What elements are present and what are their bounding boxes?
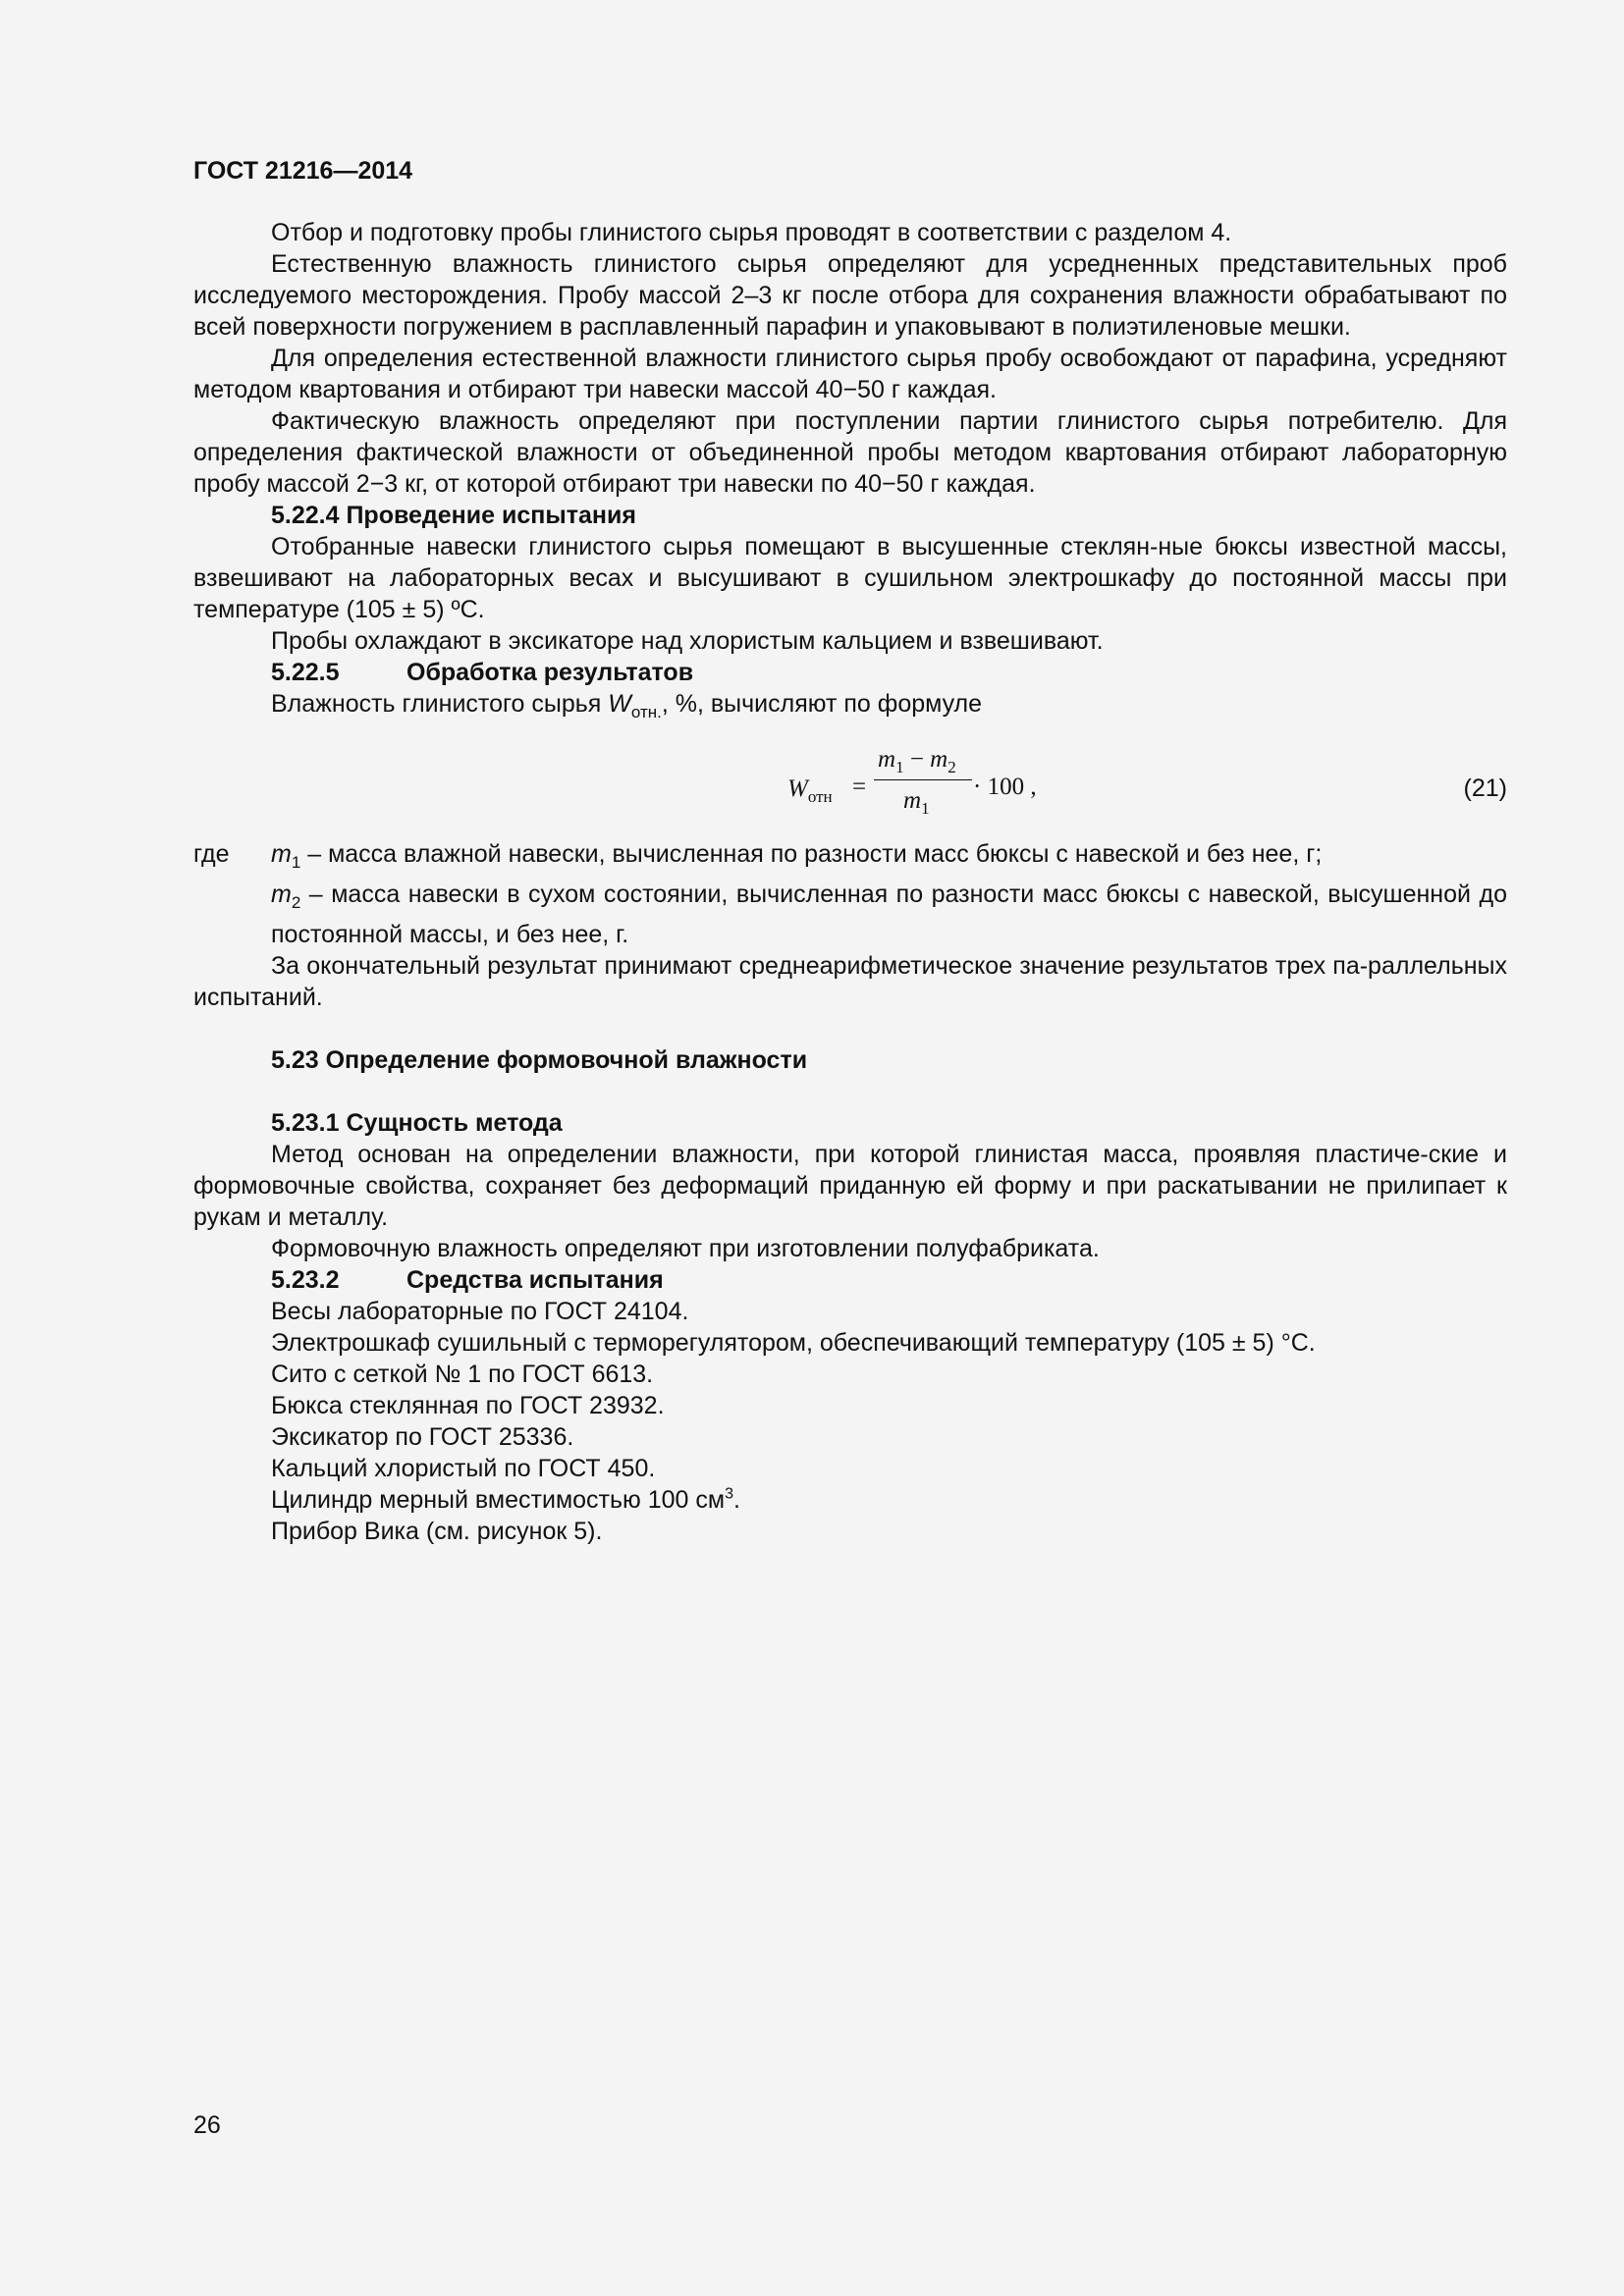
formula-multiplier: · 100 , (973, 774, 1037, 800)
paragraph: Для определения естественной влажности глинистого сырья пробу освобождают от парафина, усредняют методом квартования и отбирают три навески массой 40−50 г каждая. (193, 345, 1507, 403)
numerator-m2-sub: 2 (947, 758, 956, 776)
where-clause (193, 838, 1507, 879)
symbol-letter: W (608, 690, 631, 718)
text-run: Цилиндр мерный вместимостью 100 см (271, 1486, 726, 1514)
document-header: ГОСТ 21216—2014 (193, 157, 413, 185)
paragraph: Формовочную влажность определяют при изготовлении полуфабриката. (271, 1235, 1100, 1262)
subsection-heading (193, 657, 1507, 688)
formula-denominator (903, 785, 930, 825)
text-run: Влажность глинистого сырья (271, 690, 609, 718)
formula-lhs (787, 774, 833, 813)
symbol-subscript: отн. (630, 703, 662, 721)
subsection-heading: 5.23.1 Сущность метода (271, 1109, 563, 1137)
page-number: 26 (193, 2111, 221, 2139)
list-item: Электрошкаф сушильный с терморегулятором, обеспечивающий температуру (105 ± 5) °С. (271, 1329, 1316, 1357)
symbol-m2 (271, 881, 301, 912)
numerator-minus: − (903, 746, 931, 773)
formula (787, 744, 1082, 838)
text-run: , %, вычисляют по формуле (661, 690, 983, 718)
list-item: Кальций хлористый по ГОСТ 450. (271, 1455, 656, 1482)
symbol-letter: m (271, 881, 292, 908)
subsection-heading (193, 1264, 1507, 1296)
formula-lhs-symbol: W (787, 775, 808, 802)
document-body (193, 217, 1507, 1547)
formula-numerator (878, 744, 956, 783)
where-text: – масса влажной навески, вычисленная по разности масс бюксы с навеской и без нее, г; (300, 840, 1323, 868)
paragraph: Метод основан на определении влажности, при которой глинистая масса, проявляя пластиче-ские и формовочные свойства, сохраняет без деформаций приданную ей форму и при раскатывании не прилипает к рукам и металлу. (193, 1141, 1507, 1231)
formula-block (193, 744, 1507, 838)
paragraph: Отбор и подготовку пробы глинистого сырья проводят в соответствии с разделом 4. (271, 219, 1232, 246)
symbol-letter: m (271, 840, 292, 868)
heading-title: Обработка результатов (406, 659, 694, 686)
numerator-m1: m (878, 746, 896, 773)
heading-number: 5.23.2 (271, 1266, 340, 1294)
where-label: где (193, 840, 230, 868)
heading-number: 5.22.5 (271, 659, 340, 686)
where-clause (193, 879, 1507, 950)
formula-lhs-subscript: отн (807, 787, 833, 806)
paragraph: Пробы охлаждают в эксикаторе над хлористым кальцием и взвешивают. (271, 627, 1104, 655)
numerator-m2: m (930, 746, 948, 773)
paragraph: Естественную влажность глинистого сырья определяют для усредненных представительных проб исследуемого месторождения. Пробу массой 2–3 кг после отбора для сохранения влажности обрабатывают по всей поверхности погружением в расплавленный парафин и упаковывают в полиэтиленовые мешки. (193, 250, 1507, 341)
list-item: Бюкса стеклянная по ГОСТ 23932. (271, 1392, 665, 1419)
denominator-sub: 1 (921, 799, 930, 818)
symbol-w (608, 690, 662, 721)
spacer (193, 1076, 1507, 1107)
paragraph: Фактическую влажность определяют при поступлении партии глинистого сырья потребителю. Для определения фактической влажности от объединенной пробы методом квартования отбирают лабораторную пробу массой 2−3 кг, от которой отбирают три навески по 40−50 г каждая. (193, 407, 1507, 498)
list-item (193, 1484, 1507, 1516)
symbol-subscript: 2 (291, 893, 301, 912)
paragraph: Отобранные навески глинистого сырья помещают в высушенные стеклян-ные бюксы известной массы, взвешивают на лабораторных весах и высушивают в сушильном электрошкафу до постоянной массы при температуре (105 ± 5) ºС. (193, 533, 1507, 623)
fraction-bar (874, 779, 972, 780)
denominator-m: m (903, 787, 922, 814)
paragraph: За окончательный результат принимают среднеарифметическое значение результатов трех па-раллельных испытаний. (193, 952, 1507, 1011)
symbol-subscript: 1 (291, 853, 301, 872)
numerator-m1-sub: 1 (895, 758, 904, 776)
list-item: Эксикатор по ГОСТ 25336. (271, 1423, 574, 1451)
list-item: Весы лабораторные по ГОСТ 24104. (271, 1298, 689, 1325)
section-heading: 5.23 Определение формовочной влажности (271, 1046, 808, 1074)
superscript: 3 (725, 1485, 733, 1503)
symbol-m1 (271, 840, 301, 872)
spacer (193, 1013, 1507, 1044)
paragraph (193, 688, 1507, 728)
list-item: Сито с сеткой № 1 по ГОСТ 6613. (271, 1361, 654, 1388)
list-item: Прибор Вика (см. рисунок 5). (271, 1518, 603, 1545)
equation-number: (21) (1463, 774, 1507, 802)
text-run: . (732, 1486, 740, 1514)
where-text: – масса навески в сухом состоянии, вычисленная по разности масс бюксы с навеской, высушенной до постоянной массы, и без нее, г. (271, 881, 1507, 948)
formula-equals: = (852, 774, 867, 800)
heading-title: Средства испытания (406, 1266, 664, 1294)
subsection-heading: 5.22.4 Проведение испытания (271, 502, 636, 529)
